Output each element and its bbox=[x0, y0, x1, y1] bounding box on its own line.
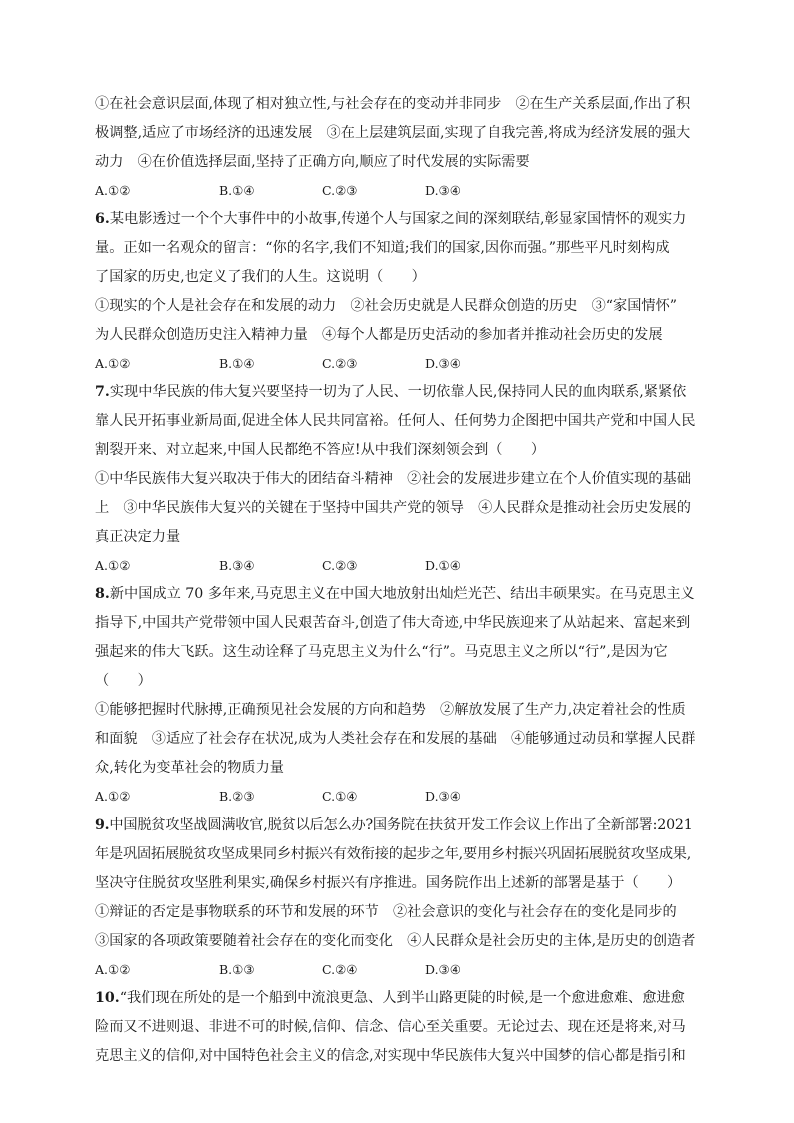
question-7-statements bbox=[95, 465, 705, 552]
statement-line: ①现实的个人是社会存在和发展的动力 ②社会历史就是人民群众创造的历史 ③“家国情怀” bbox=[95, 298, 678, 314]
option-a[interactable]: A.①② bbox=[95, 356, 131, 371]
stem-line: “我们现在所处的是一个船到中流浪更急、人到半山路更陡的时候,是一个愈进愈难、愈进愈 bbox=[119, 990, 685, 1006]
question-number: 7. bbox=[95, 384, 110, 400]
statement-line: 和面貌 ③适应了社会存在状况,成为人类社会存在和发展的基础 ④能够通过动员和掌握人民群 bbox=[95, 731, 696, 747]
question-8-statements bbox=[95, 696, 705, 783]
option-d[interactable]: D.③④ bbox=[425, 183, 461, 198]
stem-line: 了国家的历史,也定义了我们的人生。这说明（ ） bbox=[95, 269, 426, 285]
statement-line: ①中华民族伟大复兴取决于伟大的团结奋斗精神 ②社会的发展进步建立在个人价值实现的基础 bbox=[95, 471, 691, 487]
question-10-stem bbox=[95, 984, 705, 1071]
stem-line: 实现中华民族的伟大复兴要坚持一切为了人民、一切依靠人民,保持同人民的血肉联系,紧紧依 bbox=[109, 384, 687, 400]
option-b[interactable]: B.②③ bbox=[219, 789, 255, 804]
statement-line: 为人民群众创造历史注入精神力量 ④每个人都是历史活动的参加者并推动社会历史的发展 bbox=[95, 327, 663, 343]
question-9-stem bbox=[95, 811, 705, 898]
option-d[interactable]: D.①④ bbox=[425, 558, 461, 573]
question-8-stem bbox=[95, 580, 705, 696]
stem-line: 克思主义的信仰,对中国特色社会主义的信念,对实现中华民族伟大复兴中国梦的信心都是指引和 bbox=[95, 1048, 686, 1064]
stem-line: 年是巩固拓展脱贫攻坚成果同乡村振兴有效衔接的起步之年,要用乡村振兴巩固拓展脱贫攻坚成果, bbox=[95, 846, 692, 862]
option-c[interactable]: C.②④ bbox=[322, 962, 358, 977]
question-number: 8. bbox=[95, 586, 110, 602]
option-b[interactable]: B.①③ bbox=[219, 962, 255, 977]
question-6-stem bbox=[95, 205, 705, 292]
question-5-statements bbox=[95, 90, 705, 177]
stem-line: 指导下,中国共产党带领中国人民艰苦奋斗,创造了伟大奇迹,中华民族迎来了从站起来、富起来到 bbox=[95, 615, 691, 631]
question-8-options bbox=[95, 783, 705, 811]
option-c[interactable]: C.①④ bbox=[322, 789, 358, 804]
statement-line: 真正决定力量 bbox=[95, 529, 181, 545]
option-a[interactable]: A.①② bbox=[95, 183, 131, 198]
option-c[interactable]: C.②③ bbox=[322, 356, 358, 371]
option-b[interactable]: B.①④ bbox=[219, 356, 255, 371]
question-7-stem bbox=[95, 378, 705, 465]
statement-line: 众,转化为变革社会的物质力量 bbox=[95, 760, 284, 776]
option-b[interactable]: B.①④ bbox=[219, 183, 255, 198]
question-number: 6. bbox=[95, 211, 110, 227]
question-9-statements bbox=[95, 898, 705, 956]
question-5-options bbox=[95, 177, 705, 205]
option-c[interactable]: C.②③ bbox=[322, 183, 358, 198]
stem-line: 强起来的伟大飞跃。这生动诠释了马克思主义为什么“行”。马克思主义之所以“行”,是因为它 bbox=[95, 644, 668, 660]
stem-line: 量。正如一名观众的留言：“你的名字,我们不知道;我们的国家,因你而强。”那些平凡时刻构成 bbox=[95, 240, 670, 256]
question-6-options bbox=[95, 350, 705, 378]
stem-line: 割裂开来、对立起来,中国人民都绝不答应!从中我们深刻领会到（ ） bbox=[95, 442, 546, 458]
stem-line: 险而又不进则退、非进不可的时候,信仰、信念、信心至关重要。无论过去、现在还是将来,对马 bbox=[95, 1019, 686, 1035]
option-a[interactable]: A.①② bbox=[95, 789, 131, 804]
statement-line: ①辩证的否定是事物联系的环节和发展的环节 ②社会意识的变化与社会存在的变化是同步的 bbox=[95, 904, 677, 920]
statement-line: 上 ③中华民族伟大复兴的关键在于坚持中国共产党的领导 ④人民群众是推动社会历史发展的 bbox=[95, 500, 691, 516]
statement-line: ①能够把握时代脉搏,正确预见社会发展的方向和趋势 ②解放发展了生产力,决定着社会的性质 bbox=[95, 702, 686, 718]
statement-line: ③国家的各项政策要随着社会存在的变化而变化 ④人民群众是社会历史的主体,是历史的创造者 bbox=[95, 933, 696, 949]
stem-line: 靠人民开拓事业新局面,促进全体人民共同富裕。任何人、任何势力企图把中国共产党和中国人民 bbox=[95, 413, 696, 429]
option-c[interactable]: C.②③ bbox=[322, 558, 358, 573]
statement-line: 动力 ④在价值选择层面,坚持了正确方向,顺应了时代发展的实际需要 bbox=[95, 154, 530, 170]
stem-line: 新中国成立 70 多年来,马克思主义在中国大地放射出灿烂光芒、结出丰硕果实。在马克思主义 bbox=[109, 586, 695, 602]
statement-line: ①在社会意识层面,体现了相对独立性,与社会存在的变动并非同步 ②在生产关系层面,作出了积 bbox=[95, 96, 691, 112]
question-6-statements bbox=[95, 292, 705, 350]
option-d[interactable]: D.③④ bbox=[425, 962, 461, 977]
option-b[interactable]: B.③④ bbox=[219, 558, 255, 573]
option-d[interactable]: D.③④ bbox=[425, 356, 461, 371]
option-d[interactable]: D.③④ bbox=[425, 789, 461, 804]
option-a[interactable]: A.①② bbox=[95, 558, 131, 573]
stem-line: （ ） bbox=[95, 673, 152, 689]
statement-line: 极调整,适应了市场经济的迅速发展 ③在上层建筑层面,实现了自我完善,将成为经济发展的强大 bbox=[95, 125, 691, 141]
question-number: 9. bbox=[95, 817, 110, 833]
stem-line: 坚决守住脱贫攻坚胜利果实,确保乡村振兴有序推进。国务院作出上述新的部署是基于（ ） bbox=[95, 875, 682, 891]
question-9-options bbox=[95, 956, 705, 984]
exam-page bbox=[95, 90, 705, 1071]
stem-line: 中国脱贫攻坚战圆满收官,脱贫以后怎么办?国务院在扶贫开发工作会议上作出了全新部署:2021 bbox=[109, 817, 693, 833]
question-number: 10. bbox=[95, 990, 120, 1006]
question-7-options bbox=[95, 552, 705, 580]
option-a[interactable]: A.①② bbox=[95, 962, 131, 977]
stem-line: 某电影透过一个个大事件中的小故事,传递个人与国家之间的深刻联结,彰显家国情怀的观实力 bbox=[109, 211, 687, 227]
